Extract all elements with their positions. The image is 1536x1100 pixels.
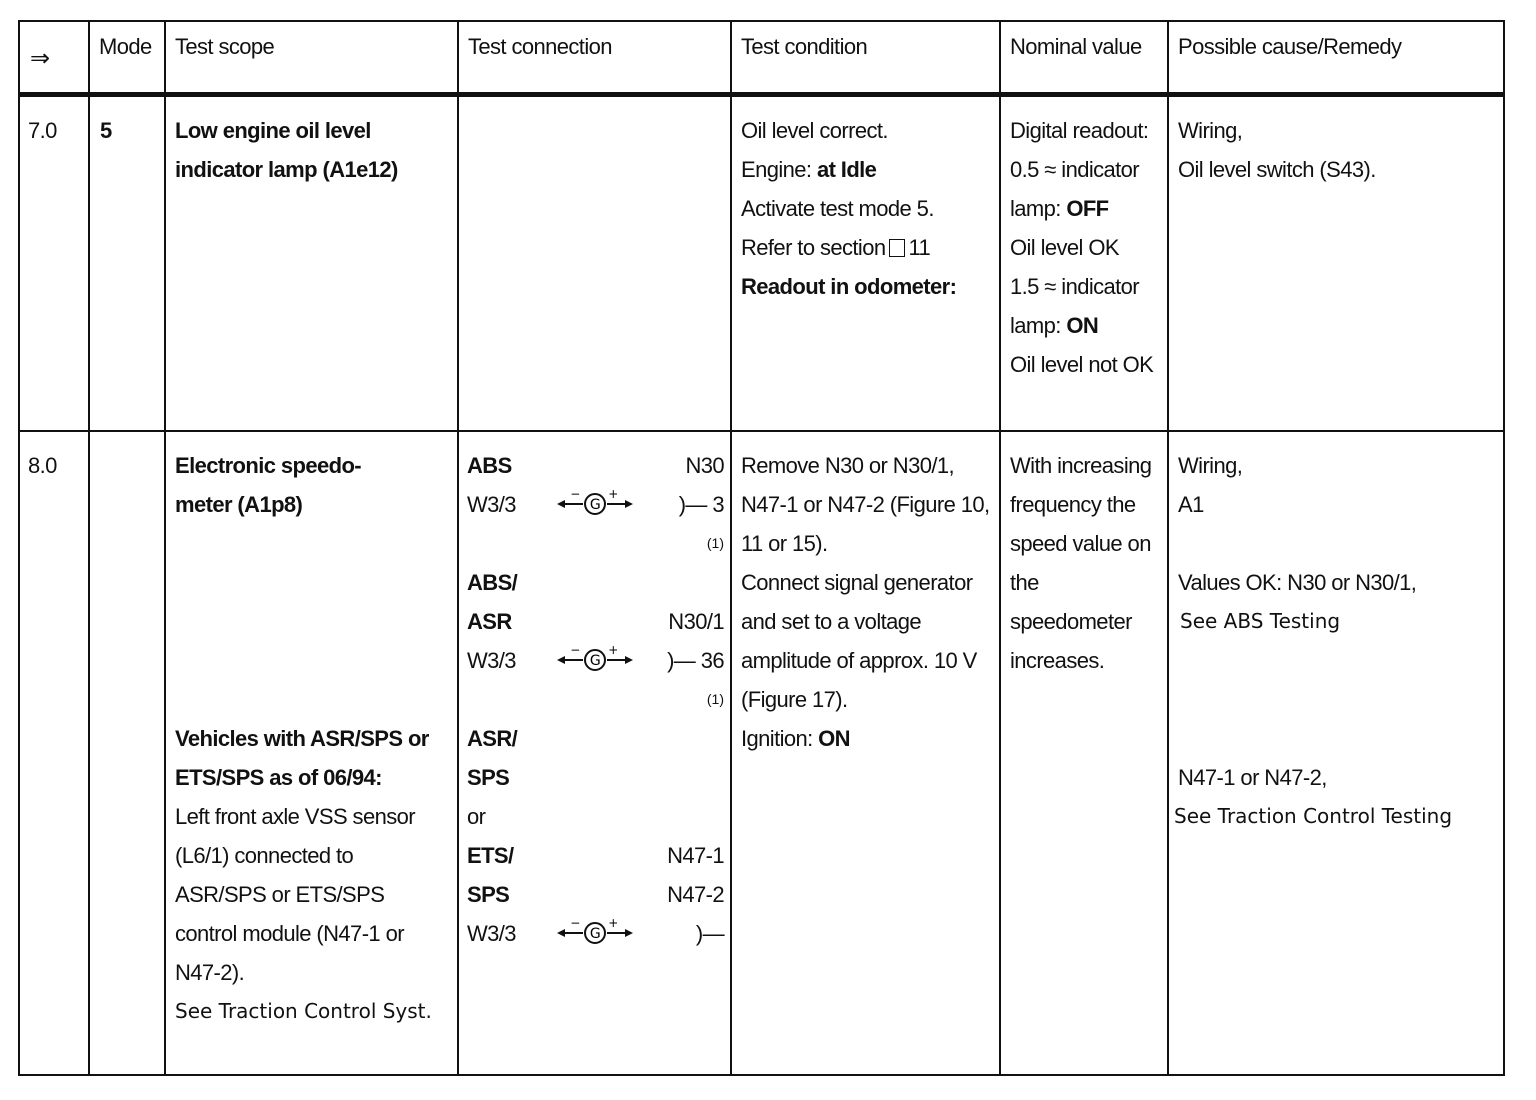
generator-plus: + (608, 645, 618, 657)
nominal-line: Oil level OK (1010, 235, 1119, 260)
nominal-line: speed value on (1010, 531, 1151, 556)
remedy-line: A1 (1178, 492, 1204, 517)
row-number: 8.0 (28, 453, 57, 478)
scope-line: Vehicles with ASR/SPS or (175, 726, 429, 751)
row-mode: 5 (100, 118, 112, 143)
scope-line: Low engine oil level (175, 118, 371, 143)
remedy-reference: See ABS Testing (1180, 609, 1341, 633)
scope-line: indicator lamp (A1e12) (175, 157, 398, 182)
scope-line: ASR/SPS or ETS/SPS (175, 882, 385, 907)
pin-connector-icon: )— (667, 648, 696, 673)
possible-cause-text (1178, 446, 1242, 524)
connection-label: ASR (467, 609, 512, 634)
condition-line: Oil level correct. (741, 118, 888, 143)
generator-minus: − (570, 918, 580, 930)
connection-socket: W3/3 (467, 492, 516, 517)
test-condition-text (741, 111, 956, 306)
scope-line: Electronic speedo- (175, 453, 362, 478)
nominal-value-text (1010, 111, 1153, 384)
nominal-line: Oil level not OK (1010, 352, 1154, 377)
connection-component: N47-2 (667, 882, 724, 907)
connection-component: N47-1 (667, 843, 724, 868)
signal-generator-icon (555, 918, 635, 954)
condition-value: at Idle (816, 157, 877, 182)
condition-line: Remove N30 or N30/1, (741, 453, 954, 478)
test-scope-note (175, 719, 432, 1031)
section-number: 11 (908, 235, 931, 260)
scope-line: N47-2). (175, 960, 245, 985)
connection-row (467, 797, 724, 836)
header-nominal-value: Nominal value (1010, 34, 1142, 59)
remedy-line: Wiring, (1178, 118, 1243, 143)
nominal-state: ON (1066, 313, 1099, 338)
row-number: 7.0 (28, 118, 57, 143)
signal-generator-icon (555, 489, 635, 525)
section-symbol-icon (889, 239, 905, 257)
test-connection-block (467, 446, 724, 966)
nominal-label: lamp: (1010, 196, 1067, 221)
nominal-line: 0.5 ≈ indicator (1010, 157, 1140, 182)
signal-generator-icon (555, 645, 635, 681)
remedy-line: Values OK: N30 or N30/1, (1178, 570, 1417, 595)
generator-plus: + (608, 489, 618, 501)
generator-letter: G (589, 653, 601, 669)
condition-label: Refer to section (741, 235, 886, 260)
remedy-line: N47-1 or N47-2, (1178, 765, 1327, 790)
column-divider (999, 22, 1001, 1074)
generator-plus: + (608, 918, 618, 930)
condition-value: ON (818, 726, 850, 751)
header-divider (20, 92, 1503, 97)
connection-row (467, 446, 724, 485)
condition-line: Connect signal generator (741, 570, 973, 595)
nominal-line: the (1010, 570, 1039, 595)
connection-row (467, 563, 724, 602)
nominal-value-text (1010, 446, 1151, 680)
connection-socket: W3/3 (467, 648, 516, 673)
nominal-line (1010, 189, 1153, 228)
condition-label: Engine: (741, 157, 817, 182)
condition-line: Activate test mode 5. (741, 196, 934, 221)
connection-row (467, 485, 724, 524)
header-test-condition: Test condition (741, 34, 868, 59)
column-divider (164, 22, 166, 1074)
condition-line (741, 150, 956, 189)
condition-line: (Figure 17). (741, 687, 848, 712)
connection-pin (667, 641, 724, 680)
condition-line: amplitude of approx. 10 V (741, 648, 977, 673)
row-divider (20, 430, 1503, 432)
remedy-line: Oil level switch (S43). (1178, 157, 1376, 182)
pin-number: 36 (700, 648, 724, 673)
nominal-line: 1.5 ≈ indicator (1010, 274, 1140, 299)
nominal-line: speedometer (1010, 609, 1132, 634)
pin-connector-icon: )— (695, 921, 724, 946)
nominal-line: increases. (1010, 648, 1105, 673)
connection-label: SPS (467, 882, 510, 907)
scope-line: (L6/1) connected to (175, 843, 354, 868)
pin-connector-icon: )— (678, 492, 707, 517)
condition-line (741, 228, 956, 267)
possible-cause-text (1174, 758, 1453, 836)
condition-line: Readout in odometer: (741, 274, 957, 299)
connection-socket: W3/3 (467, 921, 516, 946)
scope-line: Left front axle VSS sensor (175, 804, 415, 829)
connection-row (467, 836, 724, 875)
connection-label: ETS/ (467, 843, 514, 868)
connection-label: ABS (467, 453, 512, 478)
possible-cause-text (1178, 111, 1376, 189)
connection-row (467, 602, 724, 641)
column-divider (730, 22, 732, 1074)
scope-line: ETS/SPS as of 06/94: (175, 765, 382, 790)
condition-line (741, 719, 990, 758)
condition-line: 11 or 15). (741, 531, 828, 556)
test-condition-text (741, 446, 990, 758)
connection-label: SPS (467, 765, 510, 790)
test-scope-text (175, 111, 398, 189)
pin-number: 3 (712, 492, 724, 517)
footnote-marker: (1) (706, 535, 724, 551)
nominal-line (1010, 306, 1153, 345)
generator-minus: − (570, 489, 580, 501)
header-test-scope: Test scope (175, 34, 275, 59)
footnote-marker: (1) (706, 691, 724, 707)
remedy-reference: See Traction Control Testing (1174, 804, 1453, 828)
connection-label: or (467, 804, 486, 829)
column-divider (1167, 22, 1169, 1074)
connection-row (467, 758, 724, 797)
connection-component: N30/1 (668, 609, 724, 634)
generator-minus: − (570, 645, 580, 657)
connection-component: N30 (685, 453, 724, 478)
header-mode: Mode (99, 34, 152, 59)
generator-letter: G (589, 497, 601, 513)
test-scope-text (175, 446, 361, 524)
condition-line: and set to a voltage (741, 609, 922, 634)
connection-label: ASR/ (467, 726, 518, 751)
generator-letter: G (589, 926, 601, 942)
nominal-line: With increasing (1010, 453, 1152, 478)
connection-row (467, 641, 724, 680)
scope-line: See Traction Control Syst. (175, 999, 432, 1023)
connection-row (467, 875, 724, 914)
header-arrow: ⇒ (30, 45, 50, 72)
scope-line: meter (A1p8) (175, 492, 303, 517)
header-test-connection: Test connection (468, 34, 612, 59)
header-possible-cause: Possible cause/Remedy (1178, 34, 1402, 59)
condition-line: N47-1 or N47-2 (Figure 10, (741, 492, 990, 517)
condition-label: Ignition: (741, 726, 819, 751)
connection-label: ABS/ (467, 570, 518, 595)
column-divider (457, 22, 459, 1074)
scope-line: control module (N47-1 or (175, 921, 404, 946)
nominal-line: frequency the (1010, 492, 1136, 517)
connection-row (467, 719, 724, 758)
connection-pin (679, 485, 724, 524)
column-divider (88, 22, 90, 1074)
nominal-label: lamp: (1010, 313, 1067, 338)
nominal-line: Digital readout: (1010, 118, 1149, 143)
connection-row (467, 914, 724, 953)
test-table (18, 20, 1505, 1076)
nominal-state: OFF (1066, 196, 1109, 221)
remedy-line: Wiring, (1178, 453, 1243, 478)
possible-cause-text (1178, 563, 1416, 641)
